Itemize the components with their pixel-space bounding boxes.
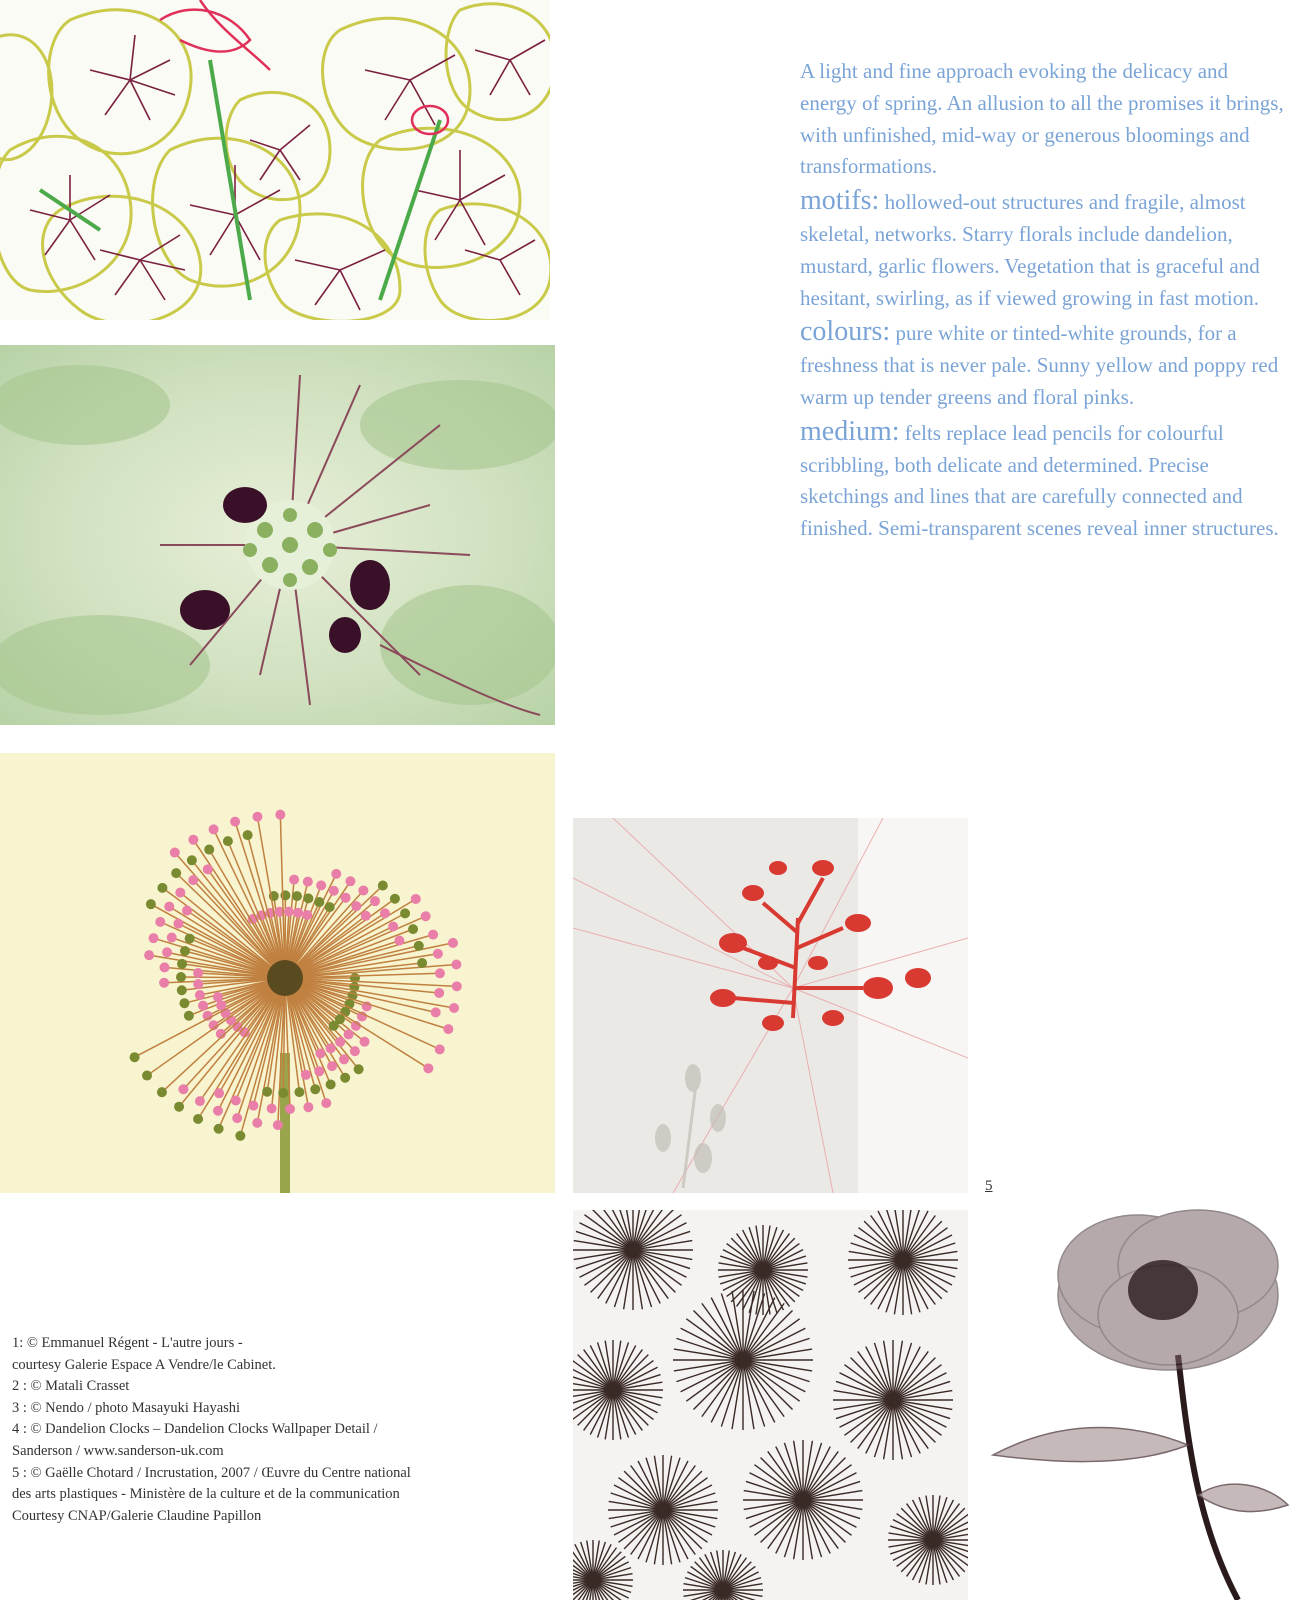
image-credits bbox=[12, 1333, 552, 1527]
xray-rose-image bbox=[988, 1195, 1315, 1600]
starry-flower-photo bbox=[0, 345, 555, 725]
leaf-drawing-image bbox=[0, 0, 550, 320]
caption-line: courtesy Galerie Espace A Vendre/le Cabinet. bbox=[12, 1356, 276, 1373]
caption-line: des arts plastiques - Ministère de la culture et de la communication bbox=[12, 1486, 400, 1503]
colours-heading: colours: bbox=[800, 316, 891, 348]
medium-heading: medium: bbox=[800, 415, 900, 447]
caption-line: 4 : © Dandelion Clocks – Dandelion Clocks Wallpaper Detail / bbox=[12, 1421, 378, 1438]
caption-line: 3 : © Nendo / photo Masayuki Hayashi bbox=[12, 1399, 241, 1416]
intro-paragraph: A light and fine approach evoking the delicacy and energy of spring. An allusion to all the promises it brings, with unfinished, mid-way or generous bloomings and transformations. bbox=[800, 59, 1284, 179]
caption-line: Courtesy CNAP/Galerie Claudine Papillon bbox=[12, 1507, 262, 1524]
caption-line: Sanderson / www.sanderson-uk.com bbox=[12, 1442, 224, 1459]
intro-text-block bbox=[800, 56, 1290, 545]
caption-line: 1: © Emmanuel Régent - L'autre jours - bbox=[12, 1335, 243, 1351]
colours-paragraph bbox=[800, 316, 1290, 413]
medium-paragraph bbox=[800, 416, 1290, 545]
allium-flower-photo bbox=[0, 753, 555, 1193]
dandelion-clocks-wallpaper bbox=[573, 1210, 968, 1600]
medium-text: felts replace lead pencils for colourful scribbling, both delicate and determined. Precise sketchings and lines that are carefully connected and finished. Semi-transparent scenes reveal inner structures. bbox=[800, 420, 1279, 541]
page-number: 5 bbox=[985, 1178, 993, 1194]
caption-line: 5 : © Gaëlle Chotard / Incrustation, 2007 / Œuvre du Centre national bbox=[12, 1464, 411, 1481]
motifs-text: hollowed-out structures and fragile, almost skeletal, networks. Starry florals include dandelion, mustard, garlic flowers. Vegetation that is graceful and hesitant, swirling, as if viewed growing in fast motion. bbox=[800, 190, 1260, 310]
caption-line: 2 : © Matali Crasset bbox=[12, 1378, 130, 1395]
motifs-heading: motifs: bbox=[800, 185, 880, 217]
colours-text: pure white or tinted-white grounds, for a freshness that is never pale. Sunny yellow and poppy red warm up tender greens and floral pinks. bbox=[800, 321, 1279, 409]
motifs-paragraph bbox=[800, 185, 1290, 314]
red-berry-branch-photo bbox=[573, 818, 968, 1193]
